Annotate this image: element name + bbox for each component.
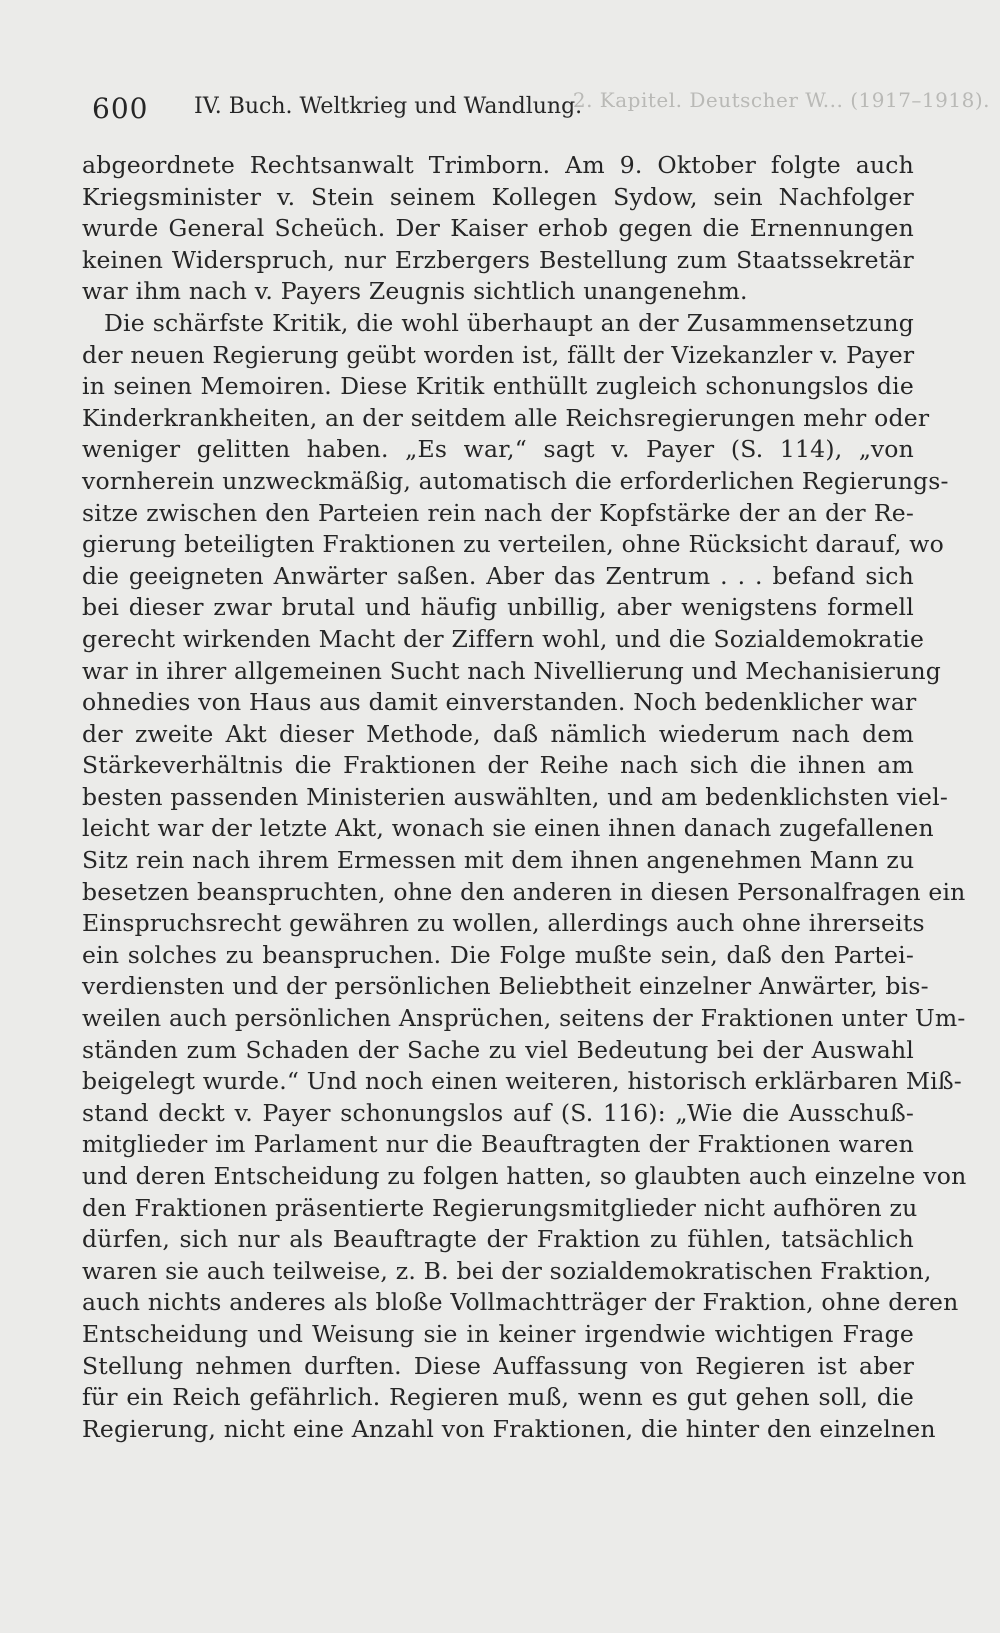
text-line: der zweite Akt dieser Methode, daß nämlich wiederum nach dem	[82, 719, 914, 748]
text-line: ständen zum Schaden der Sache zu viel Bedeutung bei der Auswahl	[82, 1035, 914, 1064]
text-line: die geeigneten Anwärter saßen. Aber das Zentrum . . . befand sich	[82, 561, 914, 590]
text-line: dürfen, sich nur als Beauftragte der Fraktion zu fühlen, tatsächlich	[82, 1225, 914, 1254]
page-number: 600	[92, 92, 149, 125]
text-line: ohnedies von Haus aus damit einverstanden. Noch bedenklicher war	[82, 688, 917, 717]
text-line: Kriegsminister v. Stein seinem Kollegen Sydow, sein Nachfolger	[82, 182, 914, 211]
text-line: gierung beteiligten Fraktionen zu verteilen, ohne Rücksicht darauf, wo	[82, 530, 944, 559]
text-line: abgeordnete Rechtsanwalt Trimborn. Am 9. Oktober folgte auch	[82, 151, 914, 179]
text-line: Regierung, nicht eine Anzahl von Fraktionen, die hinter den einzelnen	[82, 1414, 936, 1443]
text-line: besten passenden Ministerien auswählten, und am bedenklichsten viel-	[82, 782, 948, 811]
text-line: ein solches zu beanspruchen. Die Folge mußte sein, daß den Partei-	[82, 940, 914, 969]
text-line: Entscheidung und Weisung sie in keiner irgendwie wichtigen Frage	[82, 1319, 914, 1348]
running-head: IV. Buch. Weltkrieg und Wandlung.	[194, 94, 583, 119]
text-line: war ihm nach v. Payers Zeugnis sichtlich unangenehm.	[82, 277, 748, 306]
text-line: waren sie auch teilweise, z. B. bei der sozialdemokratischen Fraktion,	[82, 1256, 932, 1285]
text-line: keinen Widerspruch, nur Erzbergers Bestellung zum Staatssekretär	[82, 245, 914, 274]
text-line: bei dieser zwar brutal und häufig unbillig, aber wenigstens formell	[82, 593, 914, 622]
text-line: beigelegt wurde.“ Und noch einen weiteren, historisch erklärbaren Miß-	[82, 1067, 962, 1096]
text-line: den Fraktionen präsentierte Regierungsmitglieder nicht aufhören zu	[82, 1193, 918, 1222]
text-line: Sitz rein nach ihrem Ermessen mit dem ihnen angenehmen Mann zu	[82, 846, 915, 875]
text-line: gerecht wirkenden Macht der Ziffern wohl, und die Sozialdemokratie	[82, 624, 925, 653]
text-line: stand deckt v. Payer schonungslos auf (S. 116): „Wie die Ausschuß-	[82, 1098, 914, 1127]
text-line: leicht war der letzte Akt, wonach sie einen ihnen danach zugefallenen	[82, 814, 934, 843]
text-line: weilen auch persönlichen Ansprüchen, seitens der Fraktionen unter Um-	[82, 1004, 966, 1033]
text-line: Die schärfste Kritik, die wohl überhaupt an der Zusammensetzung	[104, 308, 914, 337]
page-header	[92, 92, 692, 126]
text-line: besetzen beanspruchten, ohne den anderen in diesen Personalfragen ein	[82, 877, 966, 906]
text-line: weniger gelitten haben. „Es war,“ sagt v. Payer (S. 114), „von	[82, 435, 914, 464]
text-line: wurde General Scheüch. Der Kaiser erhob gegen die Ernennungen	[82, 214, 914, 243]
text-line: vornherein unzweckmäßig, automatisch die erforderlichen Regierungs-	[82, 466, 949, 495]
text-line: verdiensten und der persönlichen Beliebtheit einzelner Anwärter, bis-	[82, 972, 929, 1001]
text-line: mitglieder im Parlament nur die Beauftragten der Fraktionen waren	[82, 1130, 914, 1159]
text-line: Stärkeverhältnis die Fraktionen der Reihe nach sich die ihnen am	[82, 751, 914, 780]
body-text	[82, 150, 967, 1445]
bleed-through-text: 2. Kapitel. Deutscher W... (1917–1918).	[572, 88, 990, 112]
text-line: Kinderkrankheiten, an der seitdem alle Reichsregierungen mehr oder	[82, 403, 930, 432]
text-line: sitze zwischen den Parteien rein nach der Kopfstärke der an der Re-	[82, 498, 914, 527]
text-line: war in ihrer allgemeinen Sucht nach Nivellierung und Mechanisierung	[82, 656, 942, 685]
text-line: Einspruchsrecht gewähren zu wollen, allerdings auch ohne ihrerseits	[82, 909, 925, 938]
text-line: Stellung nehmen durften. Diese Auffassung von Regieren ist aber	[82, 1351, 914, 1380]
text-line: der neuen Regierung geübt worden ist, fällt der Vizekanzler v. Payer	[82, 340, 915, 369]
text-line: in seinen Memoiren. Diese Kritik enthüllt zugleich schonungslos die	[82, 372, 914, 401]
text-line: für ein Reich gefährlich. Regieren muß, wenn es gut gehen soll, die	[82, 1383, 914, 1412]
text-line: auch nichts anderes als bloße Vollmachtträger der Fraktion, ohne deren	[82, 1288, 959, 1317]
text-line: und deren Entscheidung zu folgen hatten, so glaubten auch einzelne von	[82, 1162, 967, 1190]
